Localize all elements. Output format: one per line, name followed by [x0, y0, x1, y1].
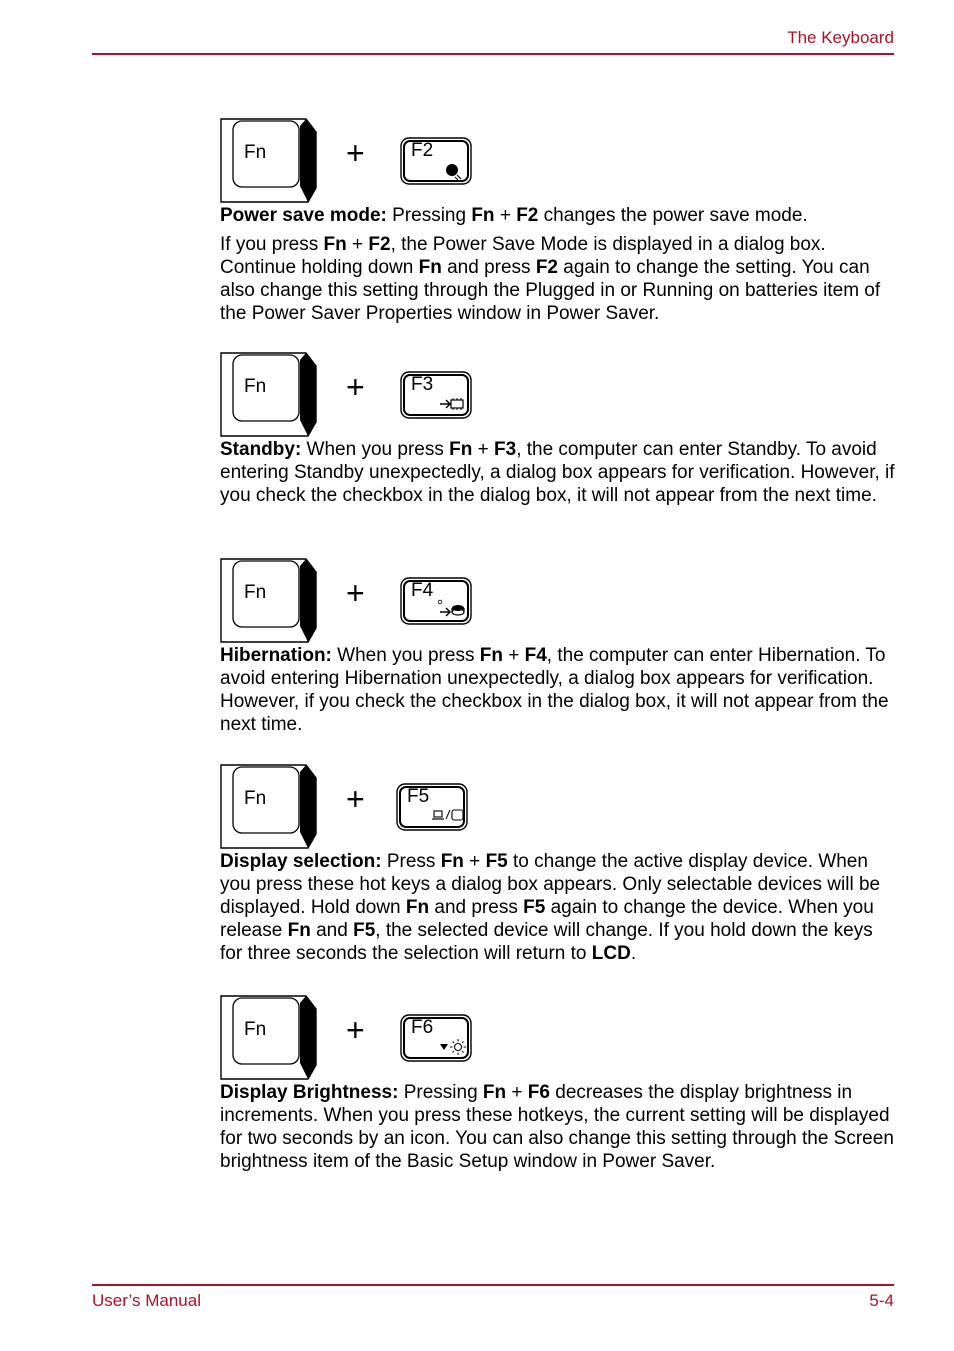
- key-term: F3: [494, 439, 517, 460]
- description-paragraph: [220, 644, 900, 736]
- plus-sign: +: [346, 369, 365, 405]
- key-term: F5: [523, 897, 546, 918]
- key-term: Fn: [440, 851, 464, 872]
- key-term: Fn: [449, 439, 473, 460]
- key-combination: [220, 352, 900, 438]
- plus-sign: +: [346, 1012, 365, 1048]
- hotkey-entry: [220, 118, 900, 325]
- text-run: +: [346, 234, 369, 255]
- fn-key-label: Fn: [244, 376, 267, 397]
- plus-sign: +: [346, 575, 365, 611]
- fn-key-label: Fn: [244, 1019, 267, 1040]
- text-run: , the Power Save Mode is displayed in a dialog box. Continue holding down: [220, 234, 826, 278]
- text-run: , the computer can enter Standby. To avoid entering Standby unexpectedly, a dialog box appears for verification. However, if you check the checkbox in the dialog box, it will not appear from the next time.: [220, 439, 895, 506]
- fn-key-shape: [220, 118, 320, 204]
- description-paragraph: [220, 204, 900, 227]
- key-term: Display Brightness:: [220, 1082, 399, 1103]
- hotkey-entry: [220, 558, 900, 736]
- key-term: Fn: [323, 234, 347, 255]
- header-title: The Keyboard: [787, 28, 894, 47]
- key-combination: [220, 118, 900, 204]
- key-term: F4: [524, 645, 547, 666]
- key-term: F2: [516, 205, 539, 226]
- text-run: .: [630, 943, 637, 964]
- text-run: , the selected device will change. If you hold down the keys for three seconds the selection will return to: [220, 920, 873, 964]
- fn-key-label: Fn: [244, 142, 267, 163]
- key-term: LCD: [591, 943, 631, 964]
- key-combination: [220, 764, 900, 850]
- text-run: decreases the display brightness in increments. When you press these hotkeys, the current setting will be displayed for two seconds by an icon. You can also change this setting through the Screen brightness item of the Basic Setup window in Power Saver.: [220, 1082, 894, 1172]
- text-run: again to change the setting. You can also change this setting through the Plugged in or Running on batteries item of the Power Saver Properties window in Power Saver.: [220, 257, 881, 324]
- description-paragraph: [220, 438, 900, 507]
- key-combination: [220, 558, 900, 644]
- hotkey-entry: [220, 352, 900, 507]
- key-term: Fn: [418, 257, 442, 278]
- key-term: F6: [527, 1082, 550, 1103]
- key-term: Fn: [482, 1082, 507, 1103]
- text-run: If you press: [220, 234, 324, 255]
- text-run: and press: [429, 897, 524, 918]
- fn-key-label: Fn: [244, 788, 267, 809]
- text-run: Press: [381, 851, 441, 872]
- text-run: +: [472, 439, 494, 460]
- key-term: Fn: [479, 645, 503, 666]
- function-key-label: F2: [411, 140, 434, 161]
- fn-key-shape: [220, 995, 320, 1081]
- text-run: changes the power save mode.: [538, 205, 808, 226]
- text-run: again to change the device. When you release: [220, 897, 874, 941]
- key-term: Fn: [471, 205, 495, 226]
- key-term: Power save mode:: [220, 205, 387, 226]
- footer-manual-title: User’s Manual: [92, 1291, 201, 1310]
- text-run: When you press: [331, 645, 480, 666]
- fn-key-shape: [220, 764, 320, 850]
- text-run: +: [494, 205, 517, 226]
- function-key-label: F5: [407, 786, 430, 807]
- function-key-label: F6: [411, 1017, 434, 1038]
- footer-page-number: 5-4: [869, 1291, 894, 1310]
- key-term: F5: [353, 920, 376, 941]
- description-paragraph: [220, 233, 900, 325]
- text-run: and: [310, 920, 354, 941]
- key-term: F2: [368, 234, 391, 255]
- text-run: +: [463, 851, 486, 872]
- text-run: Pressing: [398, 1082, 483, 1103]
- header-rule: [92, 53, 894, 55]
- plus-sign: +: [346, 781, 365, 817]
- key-term: Hibernation:: [220, 645, 332, 666]
- text-run: When you press: [301, 439, 450, 460]
- function-key-label: F3: [411, 374, 434, 395]
- key-term: Fn: [405, 897, 430, 918]
- key-term: Standby:: [220, 439, 302, 460]
- fn-key-label: Fn: [244, 582, 267, 603]
- key-term: F5: [485, 851, 508, 872]
- hotkey-entry: [220, 764, 900, 965]
- plus-sign: +: [346, 135, 365, 171]
- fn-key-shape: [220, 558, 320, 644]
- text-run: to change the active display device. When you press these hot keys a dialog box appears. Only selectable devices will be displayed. Hold down: [220, 851, 881, 918]
- key-term: Display selection:: [220, 851, 382, 872]
- function-key-label: F4: [411, 580, 434, 601]
- fn-key-shape: [220, 352, 320, 438]
- footer-rule: [92, 1284, 894, 1286]
- text-run: , the computer can enter Hibernation. To avoid entering Hibernation unexpectedly, a dialog box appears for verification. However, if you check the checkbox in the dialog box, it will not appear from the next time.: [220, 645, 889, 735]
- key-term: F2: [535, 257, 558, 278]
- key-term: Fn: [287, 920, 311, 941]
- text-run: Pressing: [386, 205, 472, 226]
- text-run: +: [502, 645, 525, 666]
- description-paragraph: [220, 1081, 900, 1173]
- key-combination: [220, 995, 900, 1081]
- hotkey-entry: [220, 995, 900, 1173]
- text-run: and press: [441, 257, 536, 278]
- text-run: +: [506, 1082, 528, 1103]
- description-paragraph: [220, 850, 900, 965]
